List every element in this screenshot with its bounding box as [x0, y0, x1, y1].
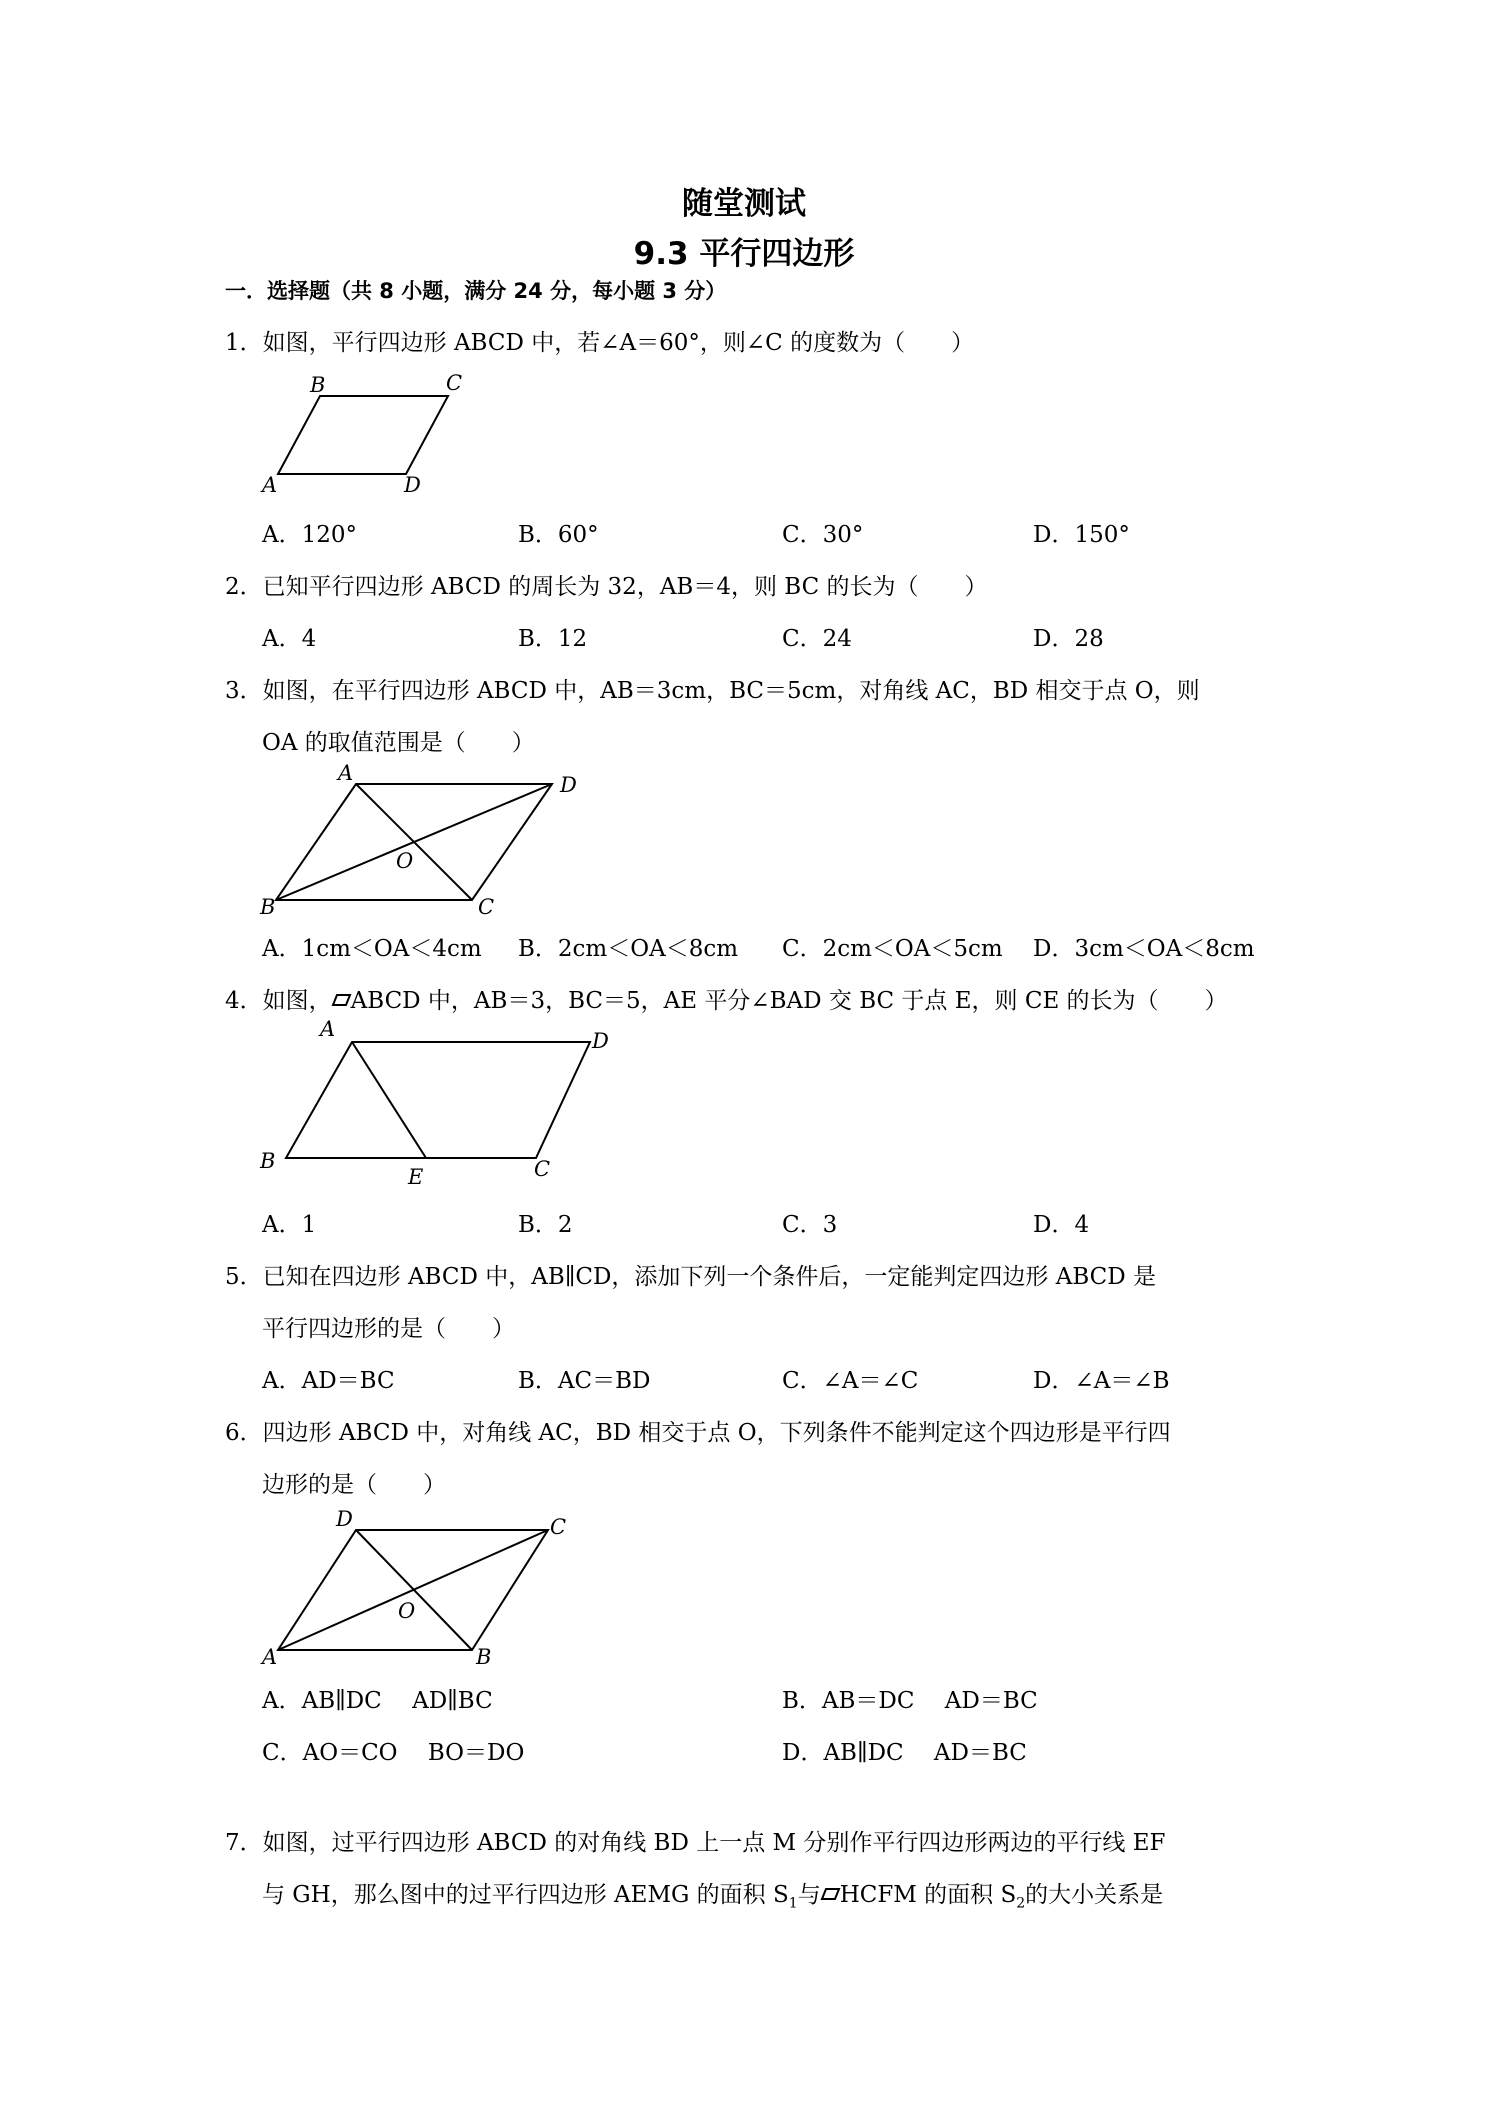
- option-d[interactable]: D．AB∥DC AD＝BC: [782, 1740, 1027, 1766]
- option-a[interactable]: A．AD＝BC: [262, 1368, 395, 1394]
- label-o: O: [396, 849, 414, 873]
- option-a[interactable]: A．1: [262, 1212, 317, 1238]
- label-b: B: [260, 1149, 276, 1173]
- section-heading: 一．选择题（共 8 小题，满分 24 分，每小题 3 分）: [225, 279, 727, 303]
- question-text: 如图，在平行四边形 ABCD 中，AB＝3cm，BC＝5cm，对角线 AC，BD 相交于点 O，则: [262, 678, 1200, 704]
- question-5-continued: 平行四边形的是（ ）: [262, 1316, 515, 1342]
- option-d[interactable]: D．3cm＜OA＜8cm: [1033, 936, 1255, 962]
- question-text: 已知在四边形 ABCD 中，AB∥CD，添加下列一个条件后，一定能判定四边形 ABCD 是: [262, 1264, 1157, 1290]
- option-a[interactable]: A．1cm＜OA＜4cm: [262, 936, 482, 962]
- option-a[interactable]: A．120°: [262, 522, 358, 548]
- label-c: C: [534, 1157, 551, 1181]
- question-text: 已知平行四边形 ABCD 的周长为 32，AB＝4，则 BC 的长为（ ）: [262, 574, 988, 600]
- question-number: 6．: [225, 1420, 263, 1446]
- option-c[interactable]: C．2cm＜OA＜5cm: [782, 936, 1003, 962]
- q1-figure: [258, 370, 488, 500]
- option-b[interactable]: B．AC＝BD: [518, 1368, 651, 1394]
- q6-figure: [258, 1507, 588, 1670]
- question-text: 如图，平行四边形 ABCD 中，若∠A＝60°，则∠C 的度数为（ ）: [262, 330, 975, 356]
- option-d[interactable]: D．4: [1033, 1212, 1090, 1238]
- label-d: D: [336, 1507, 353, 1531]
- label-d: D: [560, 773, 577, 797]
- question-text-a: 与 GH，那么图中的过平行四边形 AEMG 的面积 S: [262, 1882, 789, 1908]
- question-6-continued: 边形的是（ ）: [262, 1472, 446, 1498]
- option-d[interactable]: D．∠A＝∠B: [1033, 1368, 1170, 1394]
- question-text-c: HCFM 的面积 S: [839, 1882, 1017, 1908]
- question-2: [225, 568, 988, 601]
- option-d[interactable]: D．28: [1033, 626, 1104, 652]
- label-e: E: [408, 1165, 424, 1189]
- question-4: [225, 982, 1228, 1015]
- page-subtitle: 9.3 平行四边形: [633, 236, 855, 272]
- q3-figure: [258, 761, 598, 919]
- label-a: A: [262, 473, 278, 497]
- label-c: C: [446, 371, 463, 395]
- question-number: 1．: [225, 330, 263, 356]
- question-text-b: 与: [797, 1882, 821, 1908]
- question-7: [225, 1824, 1165, 1857]
- question-text: 四边形 ABCD 中，对角线 AC，BD 相交于点 O，下列条件不能判定这个四边形是平行四: [262, 1420, 1171, 1446]
- question-number: 5．: [225, 1264, 263, 1290]
- question-number: 4．: [225, 988, 263, 1014]
- question-text-pre: 如图，: [262, 988, 332, 1014]
- option-c[interactable]: C．∠A＝∠C: [782, 1368, 919, 1394]
- label-d: D: [404, 473, 421, 497]
- question-text: ABCD 中，AB＝3，BC＝5，AE 平分∠BAD 交 BC 于点 E，则 CE 的长为（ ）: [350, 988, 1228, 1014]
- question-1: [225, 324, 974, 357]
- option-c[interactable]: C．AO＝CO BO＝DO: [262, 1740, 525, 1766]
- question-3: [225, 672, 1200, 705]
- option-b[interactable]: B．AB＝DC AD＝BC: [782, 1688, 1038, 1714]
- question-6: [225, 1414, 1171, 1447]
- label-c: C: [550, 1515, 567, 1539]
- question-7-continued: [262, 1876, 1163, 1912]
- question-3-continued: OA 的取值范围是（ ）: [262, 730, 535, 756]
- subscript-2: 2: [1016, 1895, 1026, 1912]
- page-title: 随堂测试: [682, 186, 806, 222]
- question-number: 7．: [225, 1830, 263, 1856]
- option-a[interactable]: A．AB∥DC AD∥BC: [262, 1688, 493, 1714]
- label-b: B: [260, 895, 276, 919]
- option-a[interactable]: A．4: [262, 626, 317, 652]
- subscript-1: 1: [788, 1895, 798, 1912]
- parallelogram-symbol-icon: [332, 994, 351, 1006]
- label-b: B: [476, 1645, 492, 1669]
- question-number: 2．: [225, 574, 263, 600]
- option-c[interactable]: C．3: [782, 1212, 838, 1238]
- label-a: A: [338, 761, 354, 785]
- option-c[interactable]: C．24: [782, 626, 852, 652]
- option-b[interactable]: B．12: [518, 626, 588, 652]
- label-a: A: [262, 1645, 278, 1669]
- label-a: A: [320, 1017, 336, 1041]
- option-c[interactable]: C．30°: [782, 522, 864, 548]
- q4-figure: [258, 1017, 638, 1194]
- question-5: [225, 1258, 1156, 1291]
- label-b: B: [310, 373, 326, 397]
- label-c: C: [478, 895, 495, 919]
- question-text-d: 的大小关系是: [1025, 1882, 1164, 1908]
- label-o: O: [398, 1599, 416, 1623]
- label-d: D: [592, 1029, 609, 1053]
- option-d[interactable]: D．150°: [1033, 522, 1130, 548]
- question-number: 3．: [225, 678, 263, 704]
- option-b[interactable]: B．2cm＜OA＜8cm: [518, 936, 739, 962]
- option-b[interactable]: B．60°: [518, 522, 599, 548]
- option-b[interactable]: B．2: [518, 1212, 573, 1238]
- question-text: 如图，过平行四边形 ABCD 的对角线 BD 上一点 M 分别作平行四边形两边的平行线 EF: [262, 1830, 1166, 1856]
- parallelogram-symbol-icon: [821, 1888, 840, 1900]
